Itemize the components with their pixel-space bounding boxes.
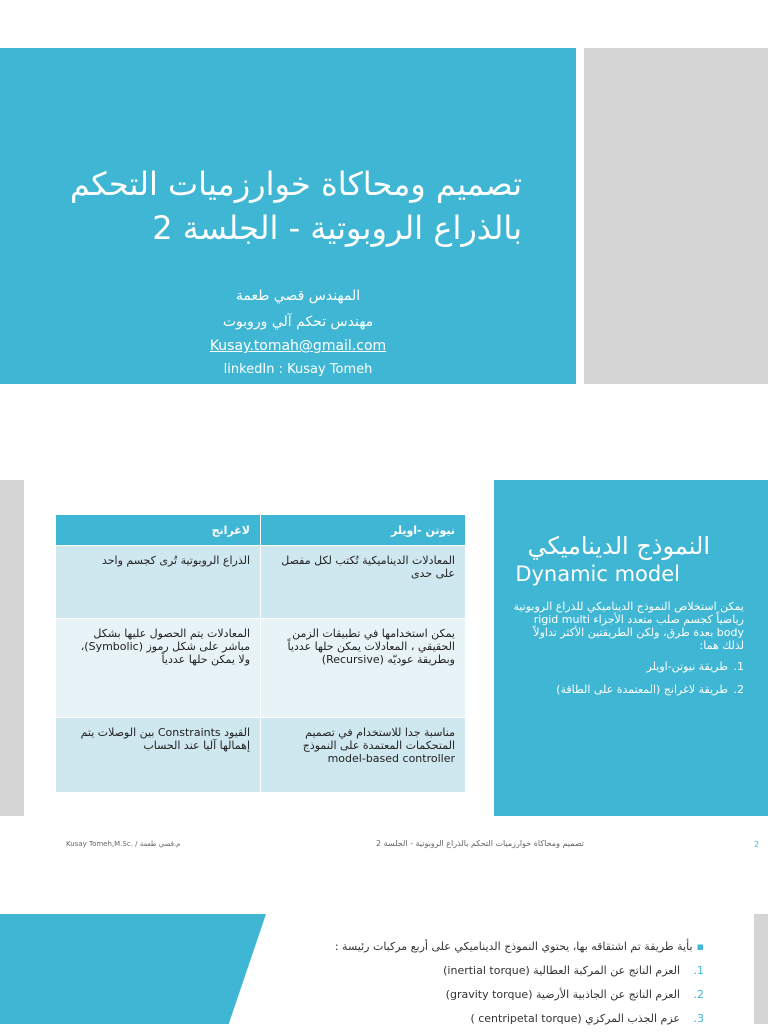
author-name: المهندس قصي طعمة: [235, 288, 361, 304]
table-cell: المعادلات يتم الحصول عليها بشكل مباشر على شكل رموز (Symbolic)، ولا يمكن حلها عددياً: [56, 619, 261, 718]
table-row: [56, 546, 466, 619]
list-number: 2.: [693, 988, 704, 1001]
slide2-footer-title: تصميم ومحاكاة خوارزميات التحكم بالذراع الروبوتية - الجلسة 2: [376, 839, 584, 848]
table-row: [56, 619, 466, 718]
list-text: طريقة نيوتن-اويلر: [646, 660, 728, 673]
slide3-intro: [262, 940, 704, 953]
methods-list: [512, 660, 744, 696]
table-header-row: [56, 515, 466, 546]
list-item: [262, 988, 704, 1001]
table-cell: الذراع الروبوتية تُرى كجسم واحد: [56, 546, 261, 619]
bullet-icon: ▪: [696, 940, 704, 953]
slide2-page-number: 2: [754, 840, 760, 849]
author-linkedin: linkedIn : Kusay Tomeh: [223, 362, 373, 377]
slide2-title-english: Dynamic model: [515, 562, 680, 586]
list-item: [262, 1012, 704, 1025]
author-email-link[interactable]: Kusay.tomah@gmail.com: [209, 338, 387, 354]
slide2-intro-text: يمكن استخلاص النموذج الديناميكي للذراع الروبوتية رياضياً كجسم صلب متعدد الأجزاء rigid multi body بعدة طرق، ولكن الطريقتين الأكثر تداولاً لذلك هما:: [513, 600, 744, 652]
list-number: 1.: [693, 964, 704, 977]
slide3-side-bar: [754, 914, 768, 1024]
list-number: 1.: [733, 660, 744, 673]
list-text: العزم الناتج عن الجاذبية الأرضية (gravity torque): [445, 988, 680, 1001]
author-role: مهندس تحكم آلي وروبوت: [222, 314, 374, 330]
table-row: [56, 718, 466, 793]
slide2-title-arabic: النموذج الديناميكي: [527, 532, 710, 560]
list-number: 3.: [693, 1012, 704, 1025]
list-item: [512, 683, 744, 696]
slide1-side-panel: [584, 48, 768, 384]
list-number: 2.: [733, 683, 744, 696]
slide2-body: [512, 600, 744, 706]
table-cell: القيود Constraints بين الوصلات يتم إهمالها آليا عند الحساب: [56, 718, 261, 793]
slide1-title: تصميم ومحاكاة خوارزميات التحكم بالذراع الروبوتية - الجلسة 2: [69, 165, 522, 247]
slide3-accent-band: [0, 914, 266, 1024]
table-cell: يمكن استخدامها في تطبيقات الزمن الحقيقي ، المعادلات يمكن حلها عددياً وبطريقة عوديّه (Recursive): [261, 619, 465, 718]
table-cell: المعادلات الديناميكية تُكتب لكل مفصل على حدى: [261, 546, 465, 619]
table-header-newton-euler: نيوتن -اويلر: [261, 515, 465, 546]
slide3-intro-text: بأية طريقة تم اشتقاقه بها، يحتوي النموذج الديناميكي على أربع مركبات رئيسة :: [334, 940, 693, 953]
list-item: [262, 964, 704, 977]
list-text: عزم الجذب المركزي (centripetal torque ): [470, 1012, 680, 1025]
comparison-table: [55, 515, 465, 792]
list-text: طريقة لاغرانج (المعتمدة على الطاقة): [556, 683, 728, 696]
slide2-left-bar: [0, 480, 24, 816]
list-item: [512, 660, 744, 673]
slide3-body: [262, 940, 704, 1036]
components-list: [262, 964, 704, 1025]
slide2-footer-author: Kusay Tomeh,M.Sc. / م.قصي طعمة: [66, 840, 181, 848]
table-cell: مناسبة جدا للاستخدام في تصميم المتحكمات المعتمدة على النموذج model-based controller: [261, 718, 465, 793]
table-header-lagrange: لاغرانج: [56, 515, 261, 546]
list-text: العزم الناتج عن المركبة العطالية (inertial torque): [443, 964, 680, 977]
